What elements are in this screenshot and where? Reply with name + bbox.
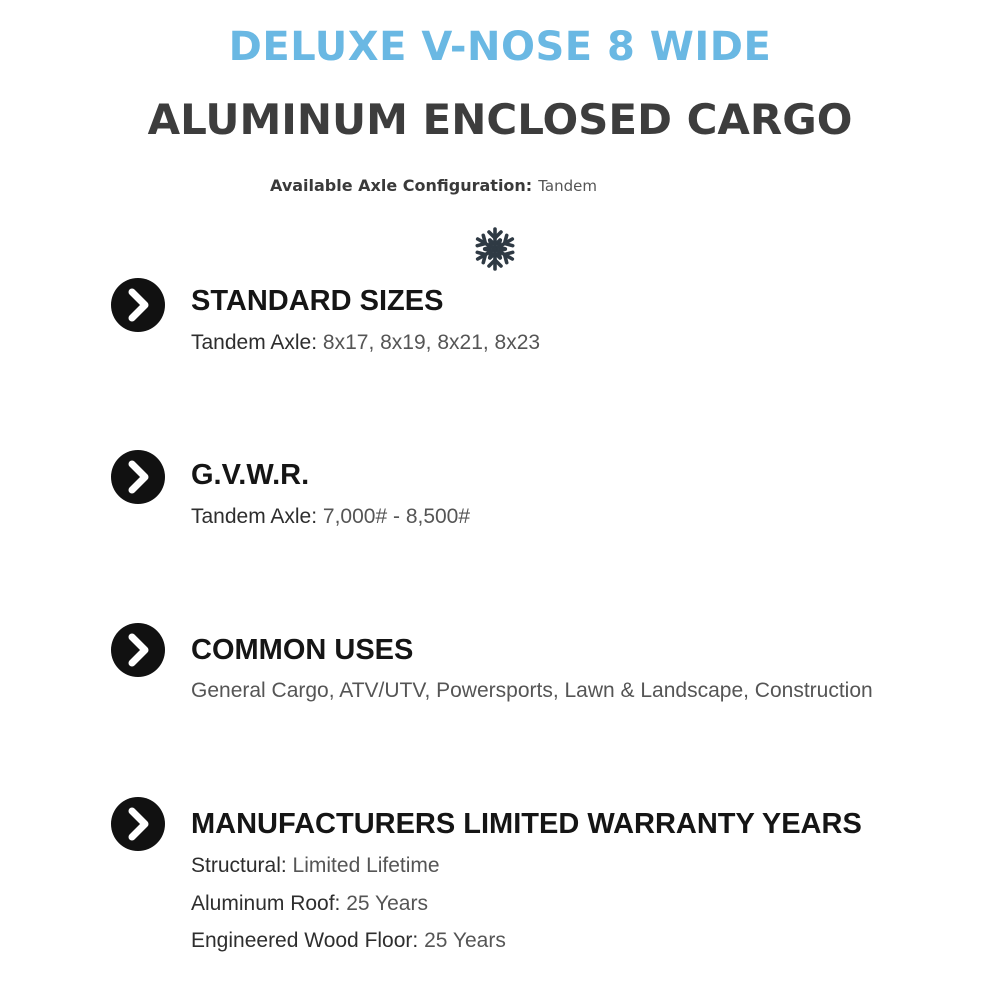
page-subtitle: ALUMINUM ENCLOSED CARGO	[147, 95, 853, 144]
page-title: DELUXE V-NOSE 8 WIDE	[228, 24, 772, 70]
section-heading: G.V.W.R.	[191, 459, 310, 491]
axle-configuration	[270, 175, 597, 197]
section-line	[191, 891, 428, 917]
line-label: Tandem Axle:	[191, 505, 318, 528]
section-heading: COMMON USES	[191, 634, 414, 666]
section-heading: MANUFACTURERS LIMITED WARRANTY YEARS	[191, 808, 862, 840]
section-line	[191, 330, 540, 356]
chevron-right-circle-icon	[110, 277, 166, 333]
axle-configuration-value: Tandem	[538, 177, 597, 195]
line-value: Limited Lifetime	[292, 854, 440, 877]
chevron-right-circle-icon	[110, 796, 166, 852]
section-standard-sizes	[110, 277, 970, 357]
section-line	[191, 853, 440, 879]
axle-configuration-label: Available Axle Configuration:	[270, 176, 533, 195]
line-label: Structural:	[191, 854, 287, 877]
section-common-uses	[110, 622, 970, 706]
section-line	[191, 504, 470, 530]
section-gvwr	[110, 449, 970, 529]
section-heading: STANDARD SIZES	[191, 285, 444, 317]
chevron-right-circle-icon	[110, 449, 166, 505]
section-warranty	[110, 796, 970, 966]
line-value: 25 Years	[424, 929, 506, 952]
section-line	[191, 678, 873, 704]
line-label: Tandem Axle:	[191, 331, 318, 354]
section-line	[191, 928, 506, 954]
line-value: 8x17, 8x19, 8x21, 8x23	[322, 331, 541, 354]
chevron-right-circle-icon	[110, 622, 166, 678]
line-value: General Cargo, ATV/UTV, Powersports, Lawn & Landscape, Construction	[191, 679, 873, 702]
line-label: Aluminum Roof:	[191, 892, 341, 915]
line-value: 25 Years	[346, 892, 428, 915]
line-value: 7,000# - 8,500#	[322, 505, 471, 528]
snowflake-icon	[472, 226, 518, 272]
line-label: Engineered Wood Floor:	[191, 929, 419, 952]
